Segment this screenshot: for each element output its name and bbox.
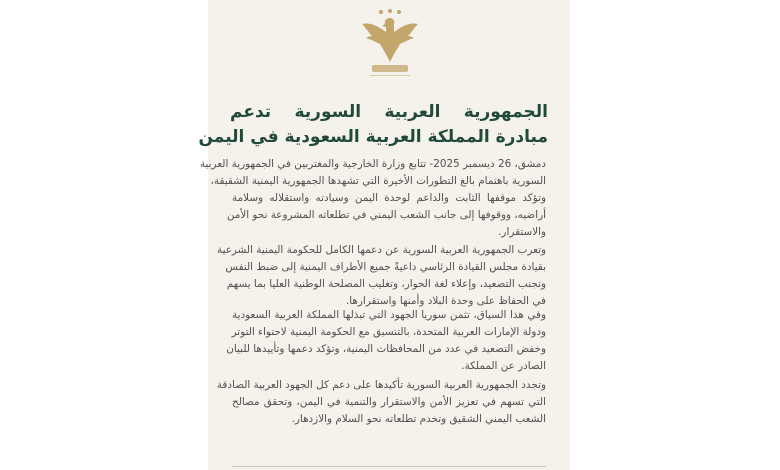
- text-line: في الحفاظ على وحدة البلاد وأمنها واستقرارها.: [345, 295, 546, 307]
- text-line: وخفض التصعيد في عدد من المحافظات اليمنية، وتؤكد دعمها وتأييدها للبيان: [226, 343, 546, 355]
- paragraph-4: [216, 377, 546, 428]
- eagle-emblem-icon: [358, 6, 422, 78]
- text-line: وفي هذا السياق، تثمن سوريا الجهود التي تبذلها المملكة العربية السعودية: [232, 309, 546, 321]
- text-line: وتجدد الجمهورية العربية السورية تأكيدها على دعم كل الجهود العربية الصادقة: [216, 379, 546, 391]
- statement-card: [198, 0, 570, 470]
- text-line: وتعرب الجمهورية العربية السورية عن دعمها الكامل للحكومة اليمنية الشرعية: [217, 244, 546, 256]
- text-line: وتؤكد موقفها الثابت والداعم لوحدة اليمن وسيادته واستقلاله وسلامة: [232, 192, 546, 204]
- statement-title: [198, 100, 548, 150]
- text-line: بقيادة مجلس القيادة الرئاسي داعيةً جميع الأطراف اليمنية إلى ضبط النفس: [225, 261, 546, 273]
- text-line: الشعب اليمني الشقيق وتخدم تطلعاته نحو السلام والازدهار.: [291, 413, 546, 425]
- text-line: التي تسهم في تعزيز الأمن والاستقرار والتنمية في اليمن، وتحقق مصالح: [232, 396, 546, 408]
- title-line: الجمهورية العربية السورية تدعم: [230, 102, 548, 122]
- text-line: وتجنب التصعيد، وإعلاء لغة الحوار، وتغليب المصلحة الوطنية العليا بما يسهم: [226, 278, 546, 290]
- text-line: والاستقرار.: [498, 226, 546, 238]
- text-line: ودولة الإمارات العربية المتحدة، بالتنسيق مع الحكومة اليمنية لاحتواء التوتر: [231, 326, 546, 338]
- text-line: الصادر عن المملكة.: [461, 360, 546, 372]
- text-line: السورية باهتمام بالغ التطورات الأخيرة التي تشهدها الجمهورية اليمنية الشقيقة،: [210, 175, 546, 187]
- title-line: مبادرة المملكة العربية السعودية في اليمن: [198, 127, 548, 147]
- footer-divider: [232, 466, 546, 467]
- text-line: دمشق، 26 ديسمبر 2025- تتابع وزارة الخارجية والمغتربين في الجمهورية العربية: [199, 158, 546, 170]
- text-line: أراضيه، ووقوفها إلى جانب الشعب اليمني في تطلعاته المشروعة نحو الأمن: [226, 209, 546, 221]
- paragraph-1: [199, 156, 546, 241]
- paragraph-3: [226, 307, 546, 375]
- paragraph-2: [217, 242, 546, 310]
